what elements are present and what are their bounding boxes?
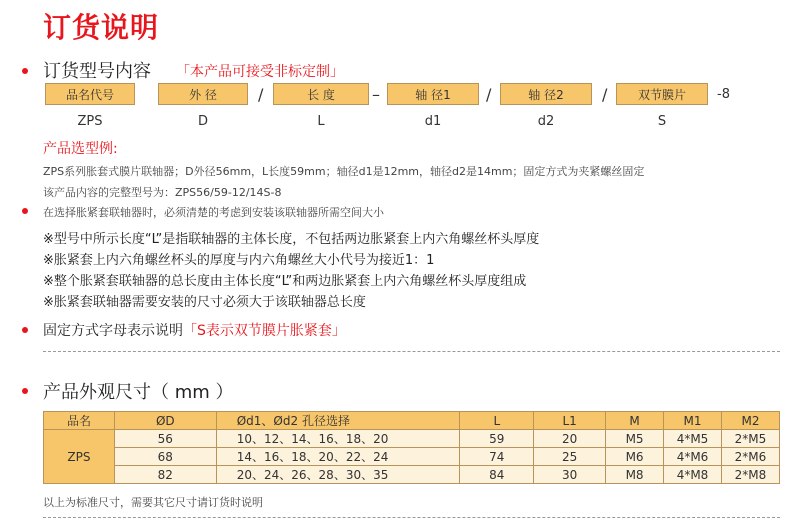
table-cell: 2*M6 xyxy=(721,448,779,466)
table-cell: 20、24、26、28、30、35 xyxy=(216,466,460,484)
table-cell: 2*M8 xyxy=(721,466,779,484)
code-value: d1 xyxy=(424,114,442,129)
example-model: 该产品内容的完整型号为：ZPS56/59-12/14S-8 xyxy=(43,186,282,199)
table-cell: 10、12、14、16、18、20 xyxy=(216,430,460,448)
separator: / xyxy=(486,85,492,104)
example-heading: 产品选型例: xyxy=(43,141,118,157)
table-cell: 68 xyxy=(114,448,216,466)
table-cell: 4*M5 xyxy=(664,430,722,448)
bullet-icon xyxy=(22,388,28,394)
code-box-shaft2 xyxy=(500,83,592,105)
note-item: ※胀紧套上内六角螺丝杯头的厚度与内六角螺丝大小代号为接近1：1 xyxy=(43,253,435,268)
table-cell: M6 xyxy=(606,448,664,466)
code-box-shaft1 xyxy=(387,83,479,105)
code-value: S xyxy=(657,114,667,129)
custom-order-note: 「本产品可接受非标定制」 xyxy=(176,64,344,80)
code-box-label: 双节膜片 xyxy=(637,87,686,102)
table-cell: 74 xyxy=(460,448,534,466)
dimensions-table xyxy=(43,411,780,484)
column-header: M1 xyxy=(664,412,722,430)
code-value: d2 xyxy=(537,114,555,129)
table-cell: 20 xyxy=(534,430,606,448)
table-cell: M5 xyxy=(606,430,664,448)
table-cell: 4*M8 xyxy=(664,466,722,484)
dimensions-footnote: 以上为标准尺寸，需要其它尺寸请订货时说明 xyxy=(43,496,263,509)
table-row xyxy=(44,430,780,448)
bullet-icon xyxy=(22,68,28,74)
bullet-icon xyxy=(22,327,28,333)
page-title: 订货说明 xyxy=(43,11,160,44)
table-row xyxy=(44,448,780,466)
note-item: ※胀紧套联轴器需要安装的尺寸必须大于该联轴器总长度 xyxy=(43,295,366,310)
fixing-method-bracket: 「S表示双节膜片胀紧套」 xyxy=(183,323,346,339)
code-box-label: 轴 径2 xyxy=(528,87,564,102)
table-cell: 59 xyxy=(460,430,534,448)
column-header: Ød1、Ød2 孔径选择 xyxy=(216,412,460,430)
code-box-label: 长 度 xyxy=(307,87,335,102)
example-line: ZPS系列胀套式膜片联轴器；D外径56mm，L长度59mm；轴径d1是12mm，轴径d2是14mm；固定方式为夹紧螺丝固定 xyxy=(43,165,645,178)
code-suffix: -8 xyxy=(717,87,730,102)
table-header-row xyxy=(44,412,780,430)
divider xyxy=(43,517,780,518)
note-item: ※型号中所示长度“L”是指联轴器的主体长度，不包括两边胀紧套上内六角螺丝杯头厚度 xyxy=(43,232,540,247)
code-box-product xyxy=(45,83,135,105)
table-cell: 30 xyxy=(534,466,606,484)
column-header: M xyxy=(606,412,664,430)
product-name-cell: ZPS xyxy=(44,430,115,484)
table-cell: 82 xyxy=(114,466,216,484)
table-cell: 25 xyxy=(534,448,606,466)
code-box-outer-diameter xyxy=(158,83,248,105)
table-cell: 2*M5 xyxy=(721,430,779,448)
divider xyxy=(43,351,780,352)
column-header: L1 xyxy=(534,412,606,430)
code-value: L xyxy=(317,114,325,129)
code-box-length xyxy=(273,83,369,105)
table-cell: 56 xyxy=(114,430,216,448)
fixing-method-text: 固定方式字母表示说明 xyxy=(43,323,183,339)
table-cell: 4*M6 xyxy=(664,448,722,466)
column-header: 品名 xyxy=(44,412,115,430)
code-value: ZPS xyxy=(77,114,103,129)
column-header: L xyxy=(460,412,534,430)
order-model-heading: 订货型号内容 xyxy=(43,61,151,82)
code-box-label: 轴 径1 xyxy=(415,87,451,102)
separator: / xyxy=(258,85,264,104)
code-box-label: 外 径 xyxy=(189,87,217,102)
note-item: ※整个胀紧套联轴器的总长度由主体长度“L”和两边胀紧套上内六角螺丝杯头厚度组成 xyxy=(43,274,527,289)
caution-text: 在选择胀紧套联轴器时，必须清楚的考虑到安装该联轴器所需空间大小 xyxy=(43,206,384,219)
dimensions-heading: 产品外观尺寸（ mm ） xyxy=(43,382,234,403)
table-cell: 84 xyxy=(460,466,534,484)
separator: – xyxy=(372,85,380,104)
column-header: ØD xyxy=(114,412,216,430)
code-value: D xyxy=(197,114,209,129)
table-row xyxy=(44,466,780,484)
bullet-icon xyxy=(22,208,28,214)
column-header: M2 xyxy=(721,412,779,430)
code-box-label: 品名代号 xyxy=(65,87,114,102)
separator: / xyxy=(602,85,608,104)
code-box-double-diaphragm xyxy=(616,83,708,105)
table-cell: M8 xyxy=(606,466,664,484)
table-cell: 14、16、18、20、22、24 xyxy=(216,448,460,466)
